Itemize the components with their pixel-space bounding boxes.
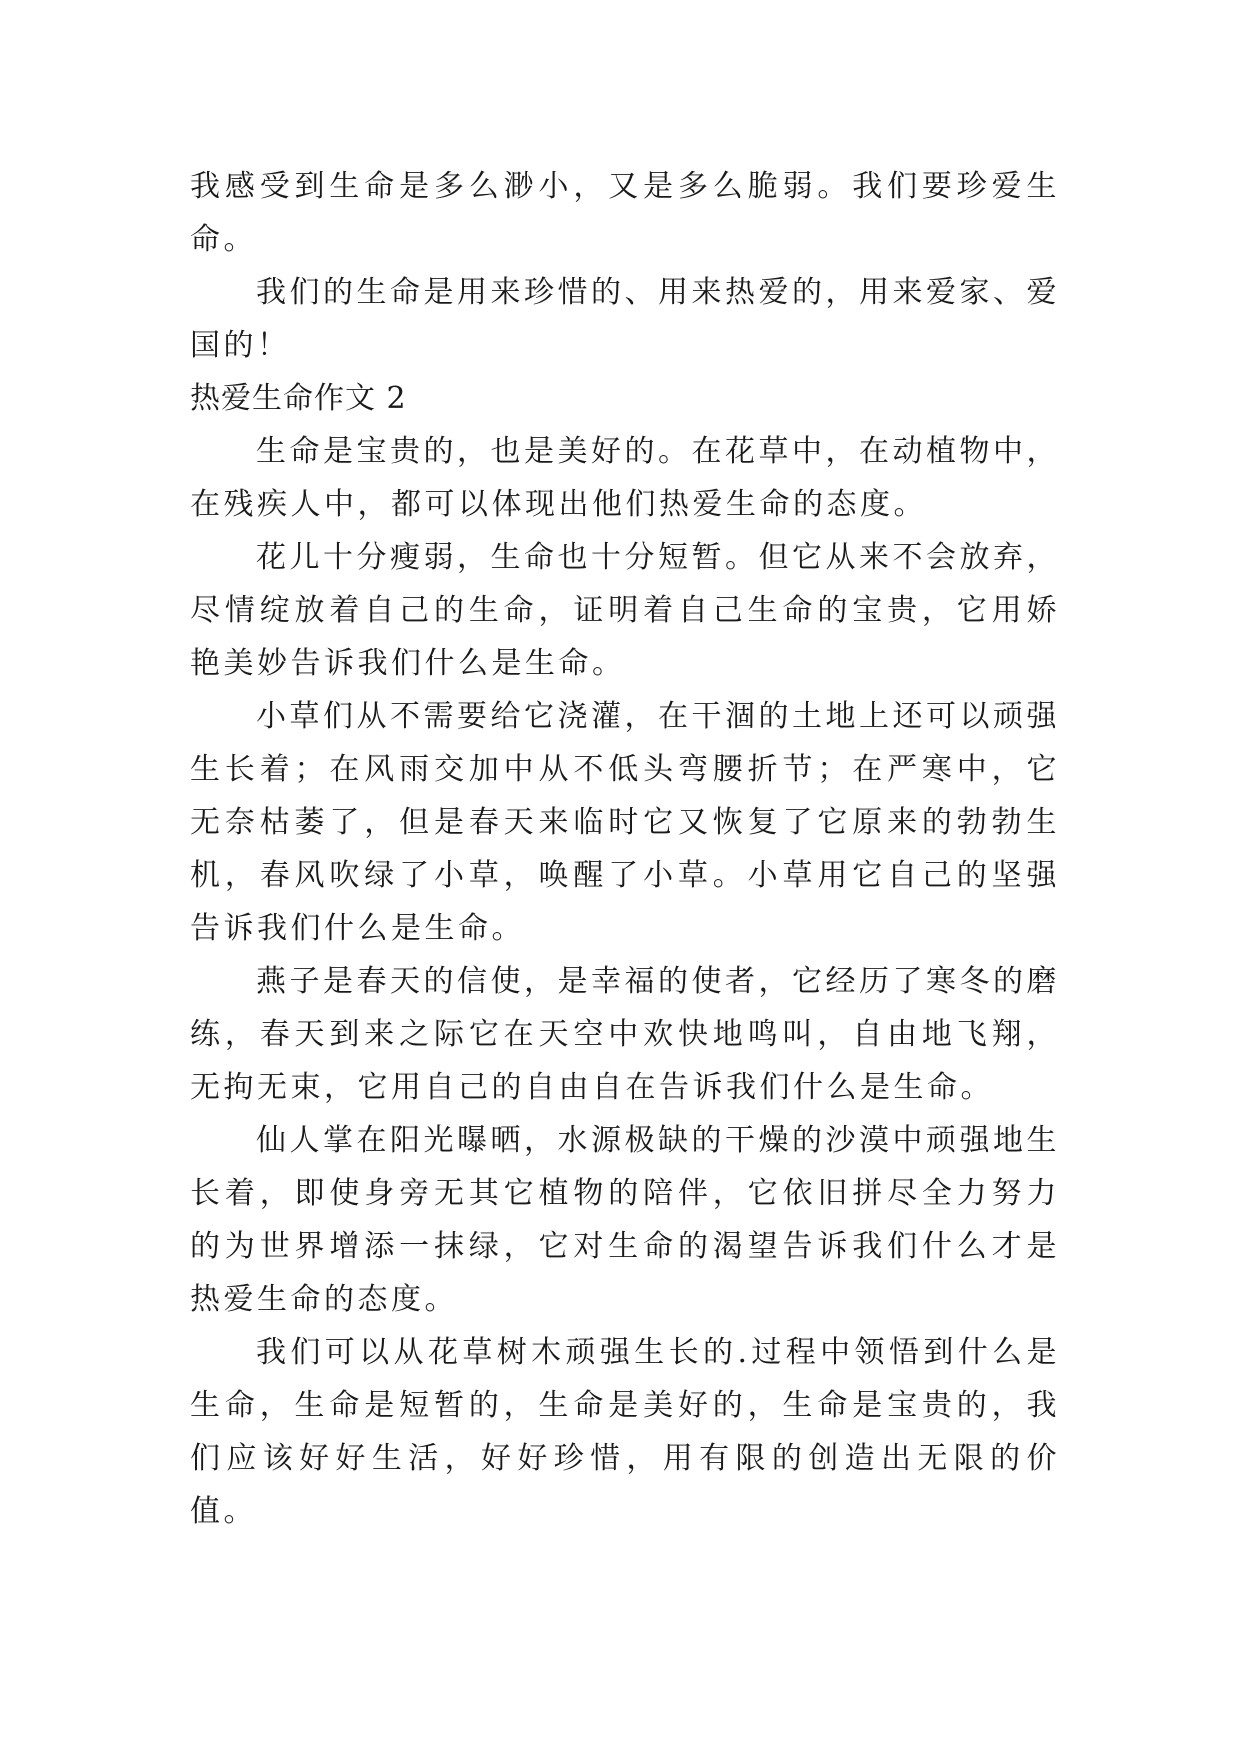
paragraph: 生命是宝贵的，也是美好的。在花草中，在动植物中，在残疾人中，都可以体现出他们热爱生命的态度。 bbox=[190, 434, 1060, 522]
section-heading: 热爱生命作文 2 bbox=[190, 381, 407, 416]
paragraph: 我们可以从花草树木顽强生长的.过程中领悟到什么是生命，生命是短暂的，生命是美好的，生命是宝贵的，我们应该好好生活，好好珍惜，用有限的创造出无限的价值。 bbox=[190, 1335, 1060, 1529]
paragraph: 燕子是春天的信使，是幸福的使者，它经历了寒冬的磨练，春天到来之际它在天空中欢快地鸣叫，自由地飞翔，无拘无束，它用自己的自由自在告诉我们什么是生命。 bbox=[190, 964, 1060, 1105]
paragraph: 仙人掌在阳光曝晒，水源极缺的干燥的沙漠中顽强地生长着，即使身旁无其它植物的陪伴，它依旧拼尽全力努力的为世界增添一抹绿，它对生命的渴望告诉我们什么才是热爱生命的态度。 bbox=[190, 1123, 1060, 1317]
paragraph: 我感受到生命是多么渺小，又是多么脆弱。我们要珍爱生命。 bbox=[190, 169, 1060, 257]
paragraph: 我们的生命是用来珍惜的、用来热爱的，用来爱家、爱国的！ bbox=[190, 275, 1060, 363]
document-body bbox=[190, 160, 1060, 1538]
paragraph: 小草们从不需要给它浇灌，在干涸的土地上还可以顽强生长着；在风雨交加中从不低头弯腰折节；在严寒中，它无奈枯萎了，但是春天来临时它又恢复了它原来的勃勃生机，春风吹绿了小草，唤醒了小草。小草用它自己的坚强告诉我们什么是生命。 bbox=[190, 699, 1060, 946]
paragraph: 花儿十分瘦弱，生命也十分短暂。但它从来不会放弃，尽情绽放着自己的生命，证明着自己生命的宝贵，它用娇艳美妙告诉我们什么是生命。 bbox=[190, 540, 1060, 681]
